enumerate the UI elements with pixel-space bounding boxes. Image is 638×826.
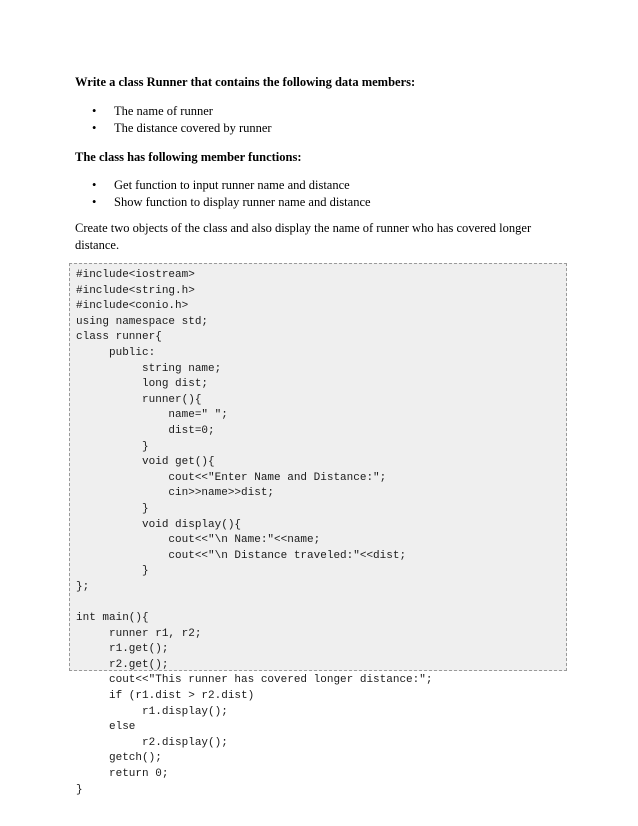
code-line: cout<<"\n Distance traveled:"<<dist; bbox=[76, 549, 407, 562]
code-line: cin>>name>>dist; bbox=[76, 487, 275, 500]
code-line: public: bbox=[76, 346, 156, 359]
code-line: long dist; bbox=[76, 378, 209, 391]
bullet-icon: • bbox=[92, 104, 97, 118]
code-block bbox=[69, 263, 567, 796]
bullet-icon: • bbox=[92, 178, 97, 192]
code-line: dist=0; bbox=[76, 424, 215, 437]
code-line: void get(){ bbox=[76, 456, 215, 469]
code-line: runner(){ bbox=[76, 393, 202, 406]
data-members-heading: Write a class Runner that contains the following data members: bbox=[75, 75, 416, 89]
code-line: void display(){ bbox=[76, 518, 242, 531]
code-line: r2.display(); bbox=[76, 736, 228, 749]
code-line: cout<<"\n Name:"<<name; bbox=[76, 534, 321, 547]
task-description: Create two objects of the class and also display the name of runner who has covered longer distance. bbox=[75, 221, 532, 252]
code-line: r1.display(); bbox=[76, 705, 228, 718]
code-line: }; bbox=[76, 580, 90, 593]
list-item-text: The distance covered by runner bbox=[114, 121, 272, 135]
code-line: } bbox=[76, 440, 149, 453]
code-line: string name; bbox=[76, 362, 222, 375]
code-line: runner r1, r2; bbox=[76, 627, 202, 640]
list-item bbox=[92, 103, 272, 120]
code-line: } bbox=[76, 565, 149, 578]
data-members-list bbox=[92, 103, 272, 137]
code-line: r1.get(); bbox=[76, 643, 169, 656]
bullet-icon: • bbox=[92, 195, 97, 209]
code-line: r2.get(); bbox=[76, 658, 169, 671]
code-line: name=" "; bbox=[76, 409, 228, 422]
code-line: #include<iostream> bbox=[76, 269, 195, 281]
list-item bbox=[92, 177, 371, 194]
code-line: int main(){ bbox=[76, 612, 149, 625]
code-line: cout<<"Enter Name and Distance:"; bbox=[76, 471, 387, 484]
code-line: if (r1.dist > r2.dist) bbox=[76, 690, 255, 703]
list-item-text: Show function to display runner name and distance bbox=[114, 195, 371, 209]
code-line: getch(); bbox=[76, 752, 162, 765]
code-line: } bbox=[76, 783, 83, 796]
member-functions-list bbox=[92, 177, 371, 211]
code-line: else bbox=[76, 721, 136, 734]
code-line: return 0; bbox=[76, 768, 169, 780]
list-item bbox=[92, 120, 272, 137]
list-item-text: The name of runner bbox=[114, 104, 213, 118]
list-item-text: Get function to input runner name and distance bbox=[114, 178, 350, 192]
bullet-icon: • bbox=[92, 121, 97, 135]
code-text bbox=[76, 268, 432, 798]
code-line: #include<conio.h> bbox=[76, 300, 189, 313]
list-item bbox=[92, 194, 371, 211]
member-functions-heading: The class has following member functions: bbox=[75, 150, 302, 164]
code-line: } bbox=[76, 502, 149, 515]
code-line: using namespace std; bbox=[76, 315, 209, 328]
code-line: cout<<"This runner has covered longer distance:"; bbox=[76, 674, 433, 687]
code-line: class runner{ bbox=[76, 331, 162, 344]
code-line: #include<string.h> bbox=[76, 284, 195, 297]
